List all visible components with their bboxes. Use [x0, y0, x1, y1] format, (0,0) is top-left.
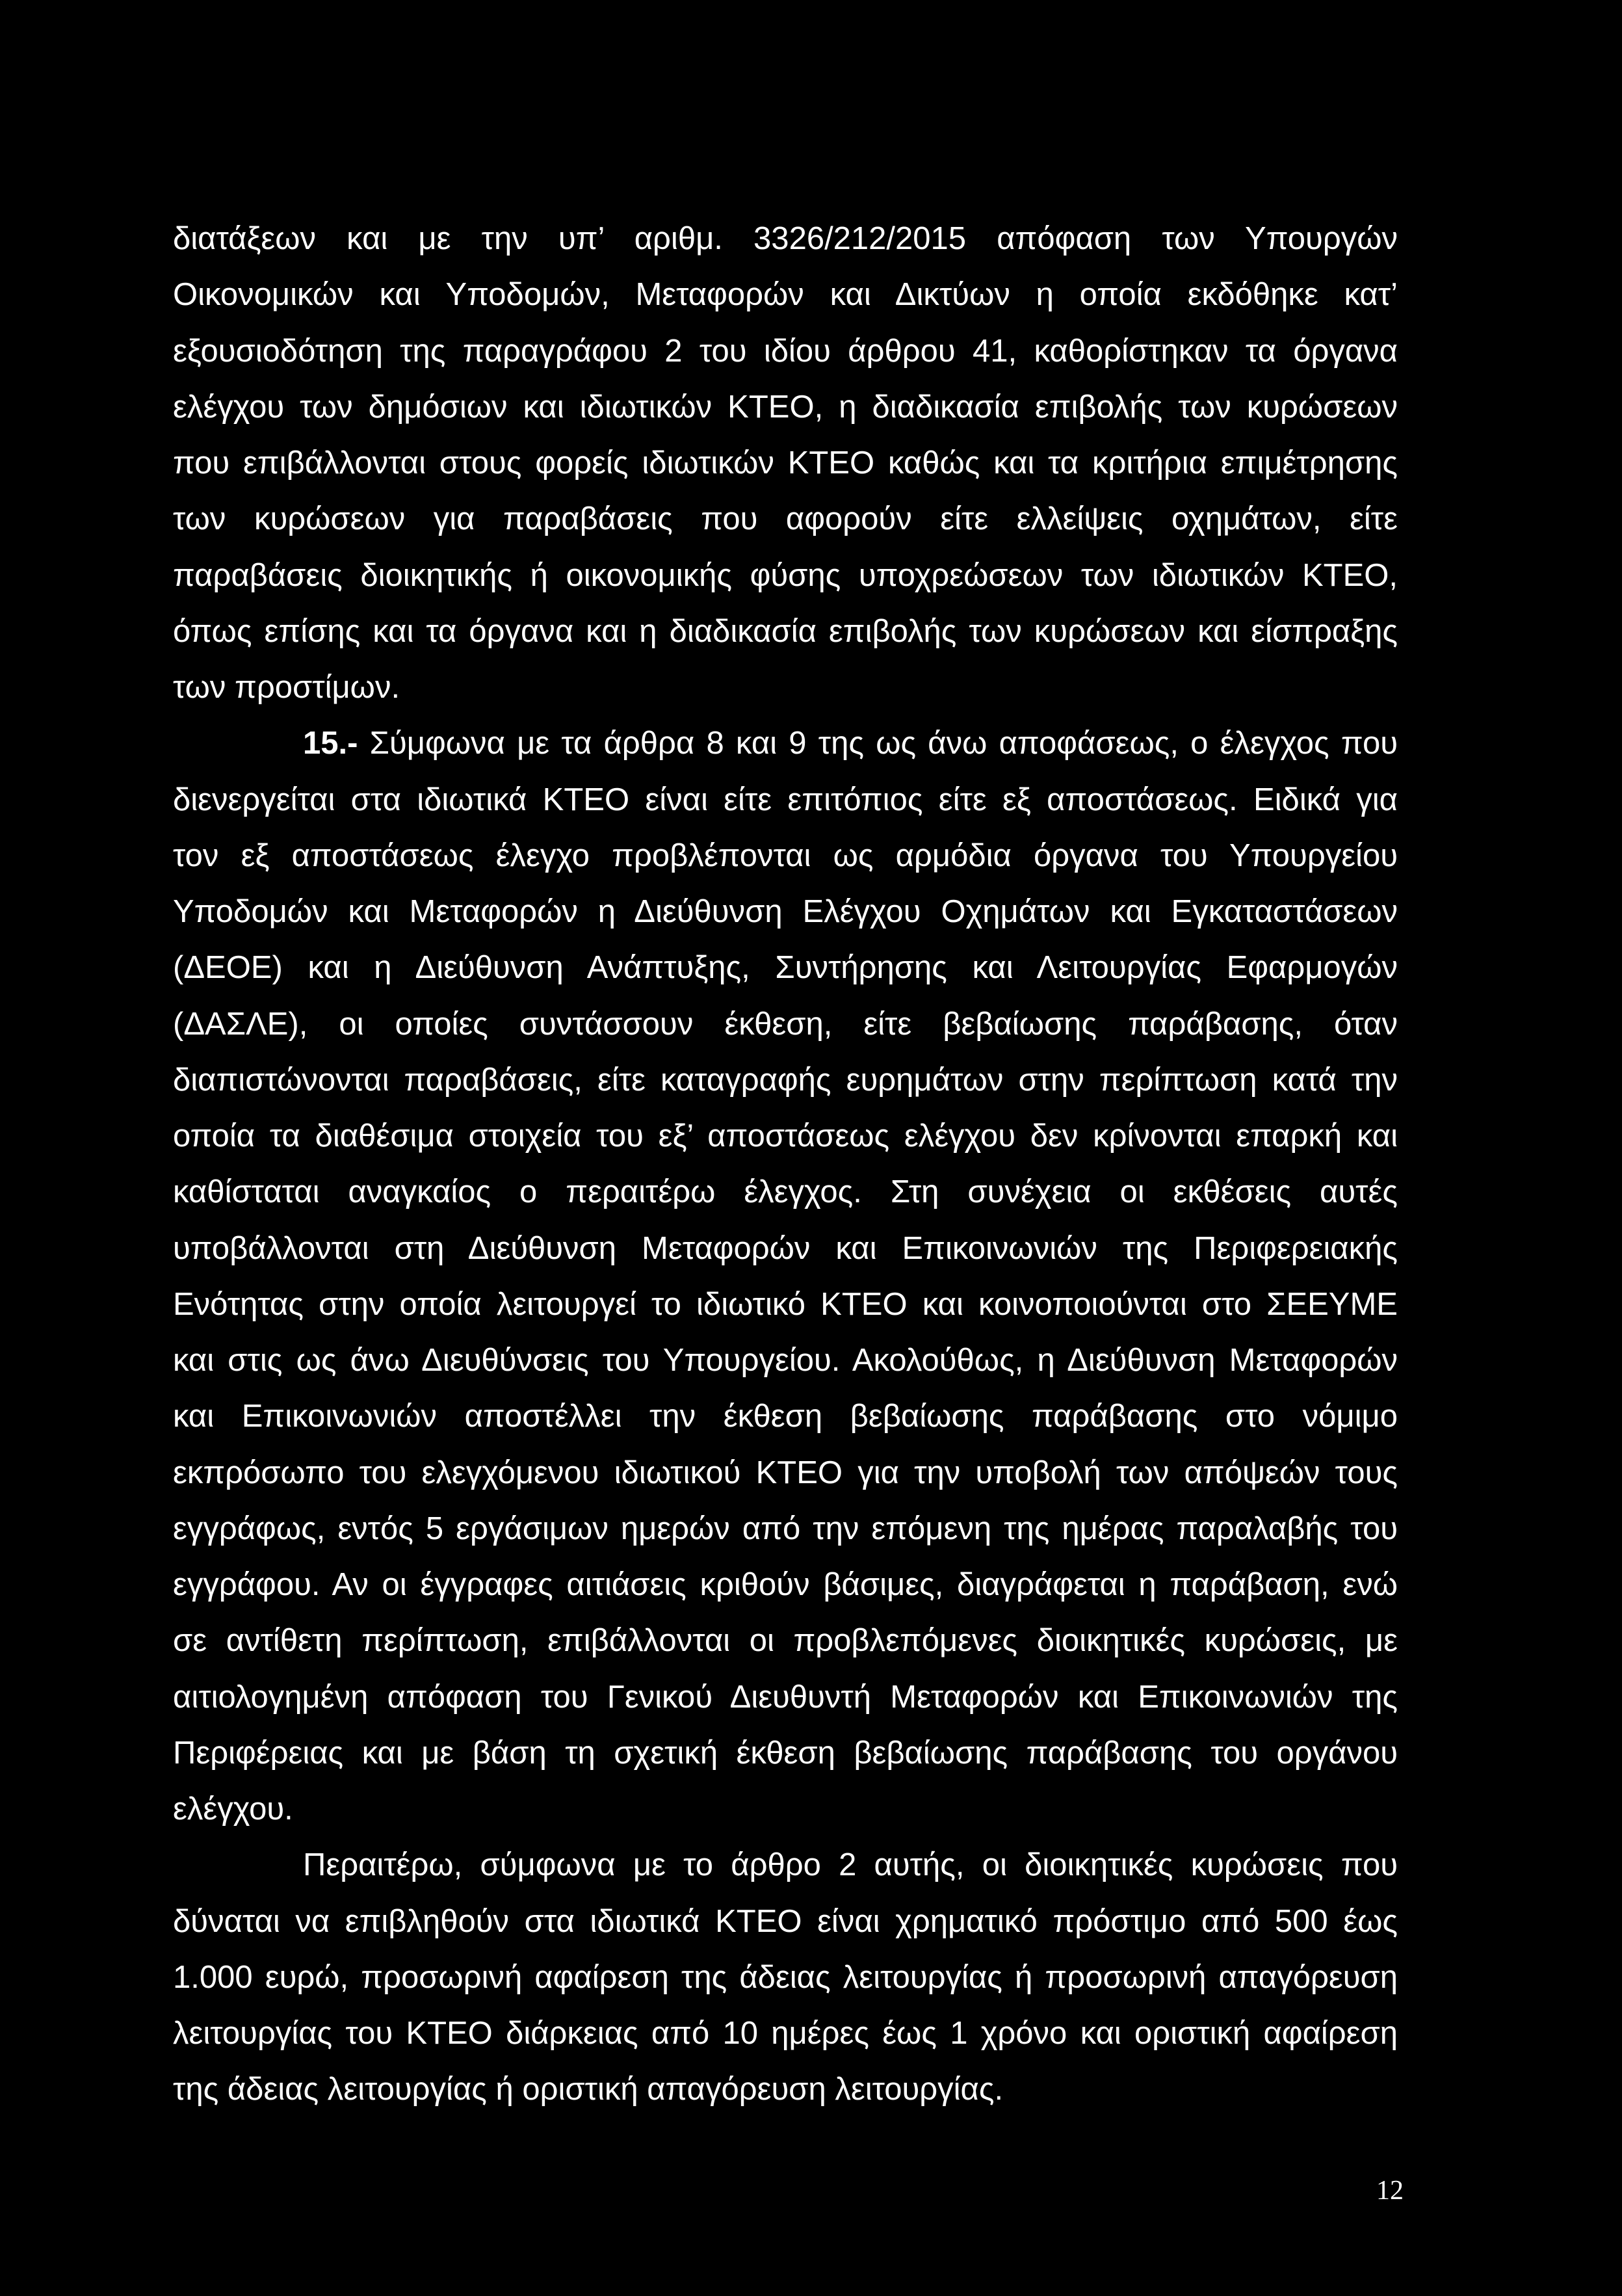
- text-line: Υποδομών και Μεταφορών η Διεύθυνση Ελέγχου Οχημάτων και Εγκαταστάσεων: [173, 894, 1398, 929]
- text-line: και στις ως άνω Διευθύνσεις του Υπουργείου. Ακολούθως, η Διεύθυνση Μεταφορών: [173, 1343, 1398, 1378]
- text-line: (ΔΑΣΛΕ), οι οποίες συντάσσουν έκθεση, είτε βεβαίωσης παράβασης, όταν: [173, 1006, 1398, 1042]
- text-line: εξουσιοδότηση της παραγράφου 2 του ιδίου άρθρου 41, καθορίστηκαν τα όργανα: [173, 333, 1398, 369]
- text-line: οποία τα διαθέσιμα στοιχεία του εξ’ αποστάσεως ελέγχου δεν κρίνονται επαρκή και: [173, 1118, 1398, 1154]
- text-line: διαπιστώνονται παραβάσεις, είτε καταγραφής ευρημάτων στην περίπτωση κατά την: [173, 1062, 1398, 1098]
- paragraph-sanctions: [173, 1837, 1398, 2117]
- text-line: εγγράφως, εντός 5 εργάσιμων ημερών από την επόμενη της ημέρας παραλαβής του: [173, 1511, 1398, 1546]
- text-line: (ΔΕΟΕ) και η Διεύθυνση Ανάπτυξης, Συντήρησης και Λειτουργίας Εφαρμογών: [173, 950, 1398, 986]
- text-line: εκπρόσωπο του ελεγχόμενου ιδιωτικού ΚΤΕΟ για την υποβολή των απόψεών τους: [173, 1455, 1398, 1490]
- text-line: δύναται να επιβληθούν στα ιδιωτικά ΚΤΕΟ είναι χρηματικό πρόστιμο από 500 έως: [173, 1903, 1398, 1939]
- text-line: Περιφέρειας και με βάση τη σχετική έκθεση βεβαίωσης παράβασης του οργάνου: [173, 1735, 1398, 1771]
- text-line: που επιβάλλονται στους φορείς ιδιωτικών ΚΤΕΟ καθώς και τα κριτήρια επιμέτρησης: [173, 445, 1398, 481]
- text-line: διατάξεων και με την υπ’ αριθμ. 3326/212/2015 απόφαση των Υπουργών: [173, 221, 1398, 256]
- text-line: των κυρώσεων για παραβάσεις που αφορούν είτε ελλείψεις οχημάτων, είτε: [173, 501, 1398, 537]
- text-line: τον εξ αποστάσεως έλεγχο προβλέπονται ως αρμόδια όργανα του Υπουργείου: [173, 838, 1398, 873]
- text-line: ελέγχου των δημόσιων και ιδιωτικών ΚΤΕΟ, η διαδικασία επιβολής των κυρώσεων: [173, 389, 1398, 425]
- text-line: εγγράφου. Αν οι έγγραφες αιτιάσεις κριθούν βάσιμες, διαγράφεται η παράβαση, ενώ: [173, 1567, 1398, 1602]
- text-line: καθίσταται αναγκαίος ο περαιτέρω έλεγχος. Στη συνέχεια οι εκθέσεις αυτές: [173, 1174, 1398, 1210]
- text-line: [173, 715, 1398, 771]
- text-line: Ενότητας στην οποία λειτουργεί το ιδιωτικό ΚΤΕΟ και κοινοποιούνται στο ΣΕΕΥΜΕ: [173, 1286, 1398, 1322]
- text-line: αιτιολογημένη απόφαση του Γενικού Διευθυντή Μεταφορών και Επικοινωνιών της: [173, 1679, 1398, 1715]
- text-span: Σύμφωνα με τα άρθρα 8 και 9 της ως άνω αποφάσεως, ο έλεγχος που: [369, 726, 1398, 761]
- text-line: υποβάλλονται στη Διεύθυνση Μεταφορών και Επικοινωνιών της Περιφερειακής: [173, 1230, 1398, 1266]
- text-line: ελέγχου.: [173, 1791, 293, 1827]
- text-line: όπως επίσης και τα όργανα και η διαδικασία επιβολής των κυρώσεων και είσπραξης: [173, 613, 1398, 649]
- paragraph-15: [173, 715, 1398, 1837]
- body-text: [173, 211, 1398, 2118]
- paragraph-number: 15.-: [303, 726, 358, 761]
- text-line: παραβάσεις διοικητικής ή οικονομικής φύσης υποχρεώσεων των ιδιωτικών ΚΤΕΟ,: [173, 557, 1398, 593]
- text-line: λειτουργίας του ΚΤΕΟ διάρκειας από 10 ημέρες έως 1 χρόνο και οριστική αφαίρεση: [173, 2016, 1398, 2051]
- text-line: Οικονομικών και Υποδομών, Μεταφορών και Δικτύων η οποία εκδόθηκε κατ’: [173, 277, 1398, 313]
- paragraph-continuation: [173, 211, 1398, 715]
- text-line: σε αντίθετη περίπτωση, επιβάλλονται οι προβλεπόμενες διοικητικές κυρώσεις, με: [173, 1623, 1398, 1659]
- text-line: διενεργείται στα ιδιωτικά ΚΤΕΟ είναι είτε επιτόπιος είτε εξ αποστάσεως. Ειδικά για: [173, 782, 1398, 817]
- text-line: Περαιτέρω, σύμφωνα με το άρθρο 2 αυτής, οι διοικητικές κυρώσεις που: [303, 1847, 1398, 1883]
- text-line: της άδειας λειτουργίας ή οριστική απαγόρευση λειτουργίας.: [173, 2072, 1004, 2107]
- text-line: και Επικοινωνιών αποστέλλει την έκθεση βεβαίωσης παράβασης στο νόμιμο: [173, 1399, 1398, 1434]
- text-line: των προστίμων.: [173, 670, 400, 705]
- text-line: 1.000 ευρώ, προσωρινή αφαίρεση της άδειας λειτουργίας ή προσωρινή απαγόρευση: [173, 1959, 1398, 1995]
- page-number: 12: [1376, 2176, 1404, 2206]
